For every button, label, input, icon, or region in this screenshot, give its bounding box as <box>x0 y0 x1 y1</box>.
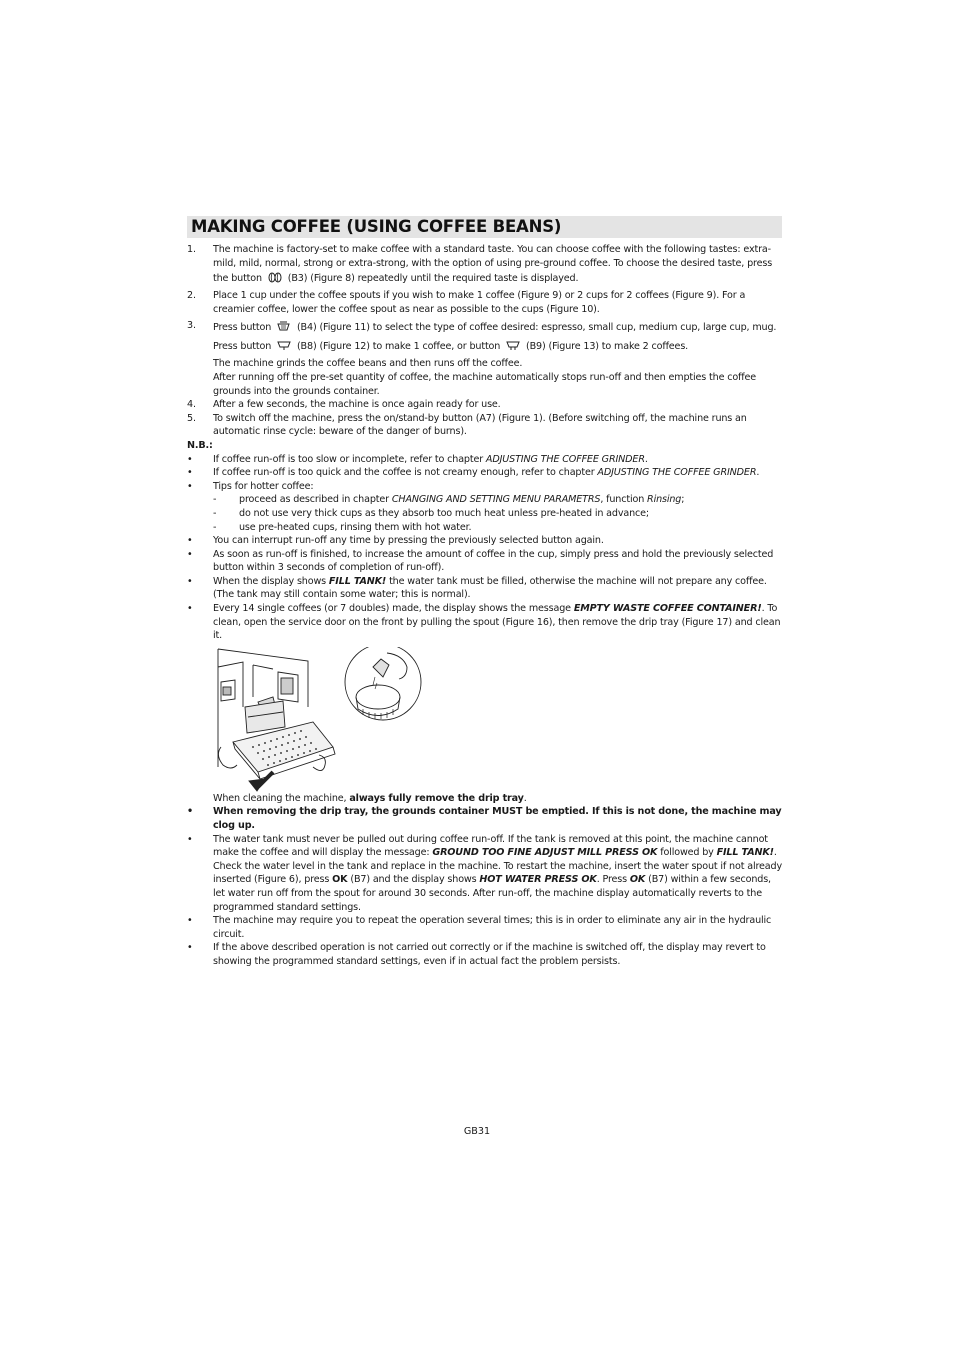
step-text: To switch off the machine, press the on/stand-by button (A7) (Figure 1). (Before switching off, the machine runs an automatic rinse cycle: beware of the danger of burns). <box>213 412 747 438</box>
tip-item: - do not use very thick cups as they absorb too much heat unless pre-heated in advance; <box>213 507 649 519</box>
note-item: • The water tank must never be pulled out during coffee run-off. If the tank is removed at this point, the machine cannot make the coffee and will display the message: GROUND TOO FINE ADJUST MILL PRESS OK followed by FILL TANK!. Check the water level in the tank and replace in the machine. To restart the machine, insert the water spout if not already inserted (Figure 6), press OK (B7) and the display shows HOT WATER PRESS OK. Press OK (B7) within a few seconds, let water run off from the spout for around 30 seconds. After run-off, the machine display automatically reverts to the programmed standard settings. <box>187 833 782 913</box>
step-text: The machine is factory-set to make coffee with a standard taste. You can choose coffee with the following tastes: extra-mild, mild, normal, strong or extra-strong, with the option of using pre-ground coffee. To choose the desired taste, press <box>213 244 773 269</box>
step-number: 5. <box>187 412 196 424</box>
step-3: 3. Press button (B4) (Figure 11) to select the type of coffee desired: espresso, small cup, medium cup, large cup, mug. Press button (B8) (Figure 12) to make 1 coffee, or button (B9) (Figure 13) to make 2 coffees. The machine grinds the coffee beans and then runs off the coffee. After running off the pre-set quantity of coffee, the machine automatically stops run-off and then empties the coffee grounds into the grounds container. <box>187 320 777 397</box>
note-item: • You can interrupt run-off any time by pressing the previously selected button again. <box>187 535 604 547</box>
nb-label: N.B.: <box>187 439 213 451</box>
section-title: MAKING COFFEE (USING COFFEE BEANS) <box>191 217 562 236</box>
tip-item: - proceed as described in chapter CHANGING AND SETTING MENU PARAMETRS, function Rinsing; <box>213 494 685 506</box>
one-coffee-icon <box>277 340 291 357</box>
step-text: After a few seconds, the machine is once again ready for use. <box>213 399 501 411</box>
tip-item: - use pre-heated cups, rinsing them with hot water. <box>213 521 472 533</box>
step-2 <box>187 289 784 316</box>
page-number: GB31 <box>463 1126 491 1137</box>
note-item: • As soon as run-off is finished, to increase the amount of coffee in the cup, simply press and hold the previously selected button within 3 seconds of completion of run-off). <box>187 548 774 574</box>
note-item: • The machine may require you to repeat the operation several times; this is in order to eliminate any air in the hydraulic circuit. <box>187 915 772 940</box>
note-item: • When the display shows FILL TANK! the water tank must be filled, otherwise the machine will not prepare any coffee. (The tank may still contain some water; this is normal). <box>187 575 767 601</box>
step-number: 1. <box>187 244 196 255</box>
instructions-body <box>187 243 784 969</box>
step-number: 4. <box>187 399 196 411</box>
two-coffees-icon <box>506 340 520 357</box>
coffee-size-cup-icon <box>277 321 291 338</box>
step-1: 1. The machine is factory-set to make coffee with a standard taste. You can choose coffee with the following tastes: extra-mild, mild, normal, strong or extra-strong, with the option of using pre-ground coffee. To choose the desired taste, press the button (B3) (Figure 8) repeatedly until the required taste is displayed. <box>187 243 784 289</box>
note-item-warning: • When removing the drip tray, the grounds container MUST be emptied. If this is not done, the machine may clog up. <box>187 806 782 832</box>
note-item: • If coffee run-off is too slow or incomplete, refer to chapter ADJUSTING THE COFFEE GRINDER. <box>187 453 648 465</box>
note-item: • If coffee run-off is too quick and the coffee is not creamy enough, refer to chapter ADJUSTING THE COFFEE GRINDER. <box>187 467 760 479</box>
step-4 <box>187 398 784 412</box>
coffee-bean-taste-icon <box>268 272 282 289</box>
section-heading-bar <box>187 216 782 238</box>
note-item: • Every 14 single coffees (or 7 doubles) made, the display shows the message EMPTY WASTE COFFEE CONTAINER!. To clean, open the service door on the front by pulling the spout (Figure 16), then remove the drip tray (Figure 17) and clean it. <box>187 603 781 642</box>
figure-caption: When cleaning the machine, always fully remove the drip tray. <box>213 792 527 804</box>
step-text: Place 1 cup under the coffee spouts if you wish to make 1 coffee (Figure 9) or 2 cups for 2 coffees (Figure 9). For a creamier coffee, lower the coffee spout as near as possible to the cups (Figure 10). <box>213 290 746 315</box>
note-item: • Tips for hotter coffee: <box>187 480 314 492</box>
note-item: • If the above described operation is not carried out correctly or if the machine is switched off, the display may revert to showing the programmed standard settings, even if in actual fact the problem persists. <box>187 942 766 967</box>
step-5 <box>187 412 784 439</box>
step-number: 2. <box>187 290 196 302</box>
step-number: 3. <box>187 320 196 332</box>
drip-tray-removal-illustration <box>213 647 428 792</box>
